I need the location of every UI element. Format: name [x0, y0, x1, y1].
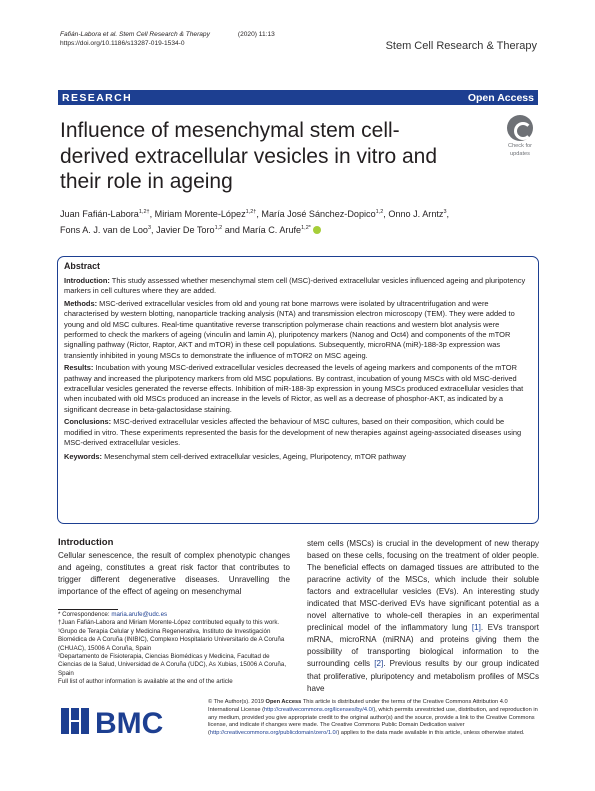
check-for-updates-badge[interactable]: [502, 115, 538, 161]
abstract-methods: Methods: MSC-derived extracellular vesicles from old and young rat bone marrows were isolated by ultracentrifugation and were characterised by western blotting, nanoparticle tracking analysis (NTA) and transmission electron microscopy (TEM). They were added to young and old MSC cultures. Real-time quantitative reverse transcription polymerase chain reactions and western blot analysis were performed to check the markers of ageing (vinculin and lamin A), pluripotency markers (Nanog and Oct4) and components of the mTOR signalling pathway (Rictor, Raptor, AKT and mTOR) in these cell populations. Subsequently, microRNA (miR)-188-3p expression was transiently inhibited in young MSCs to demonstrate the influence of mTOR2 on MSC ageing.: [64, 298, 515, 360]
contribution-note: †Juan Fafián-Labora and Miriam Morente-López contributed equally to this work.: [58, 619, 280, 627]
author: Fons A. J. van de Loo$^3$: [60, 224, 152, 235]
footnote-rule: [58, 609, 118, 610]
author-list: Juan Fafián-Labora$^{1,2\dagger}$, Miriam Morente-López$^{1,2\dagger}$, María José Sánchez-Dopico$^{1,2}$, Onno J. Arntz$^3$, Fons A. J. van de Loo$^3$, Javier De Toro$^{1,2}$ and María C. Arufe$^{1,2*}$: [60, 209, 450, 235]
bmc-logo-icon: [60, 705, 172, 737]
affiliation-1: ¹Grupo de Terapia Celular y Medicina Regenerativa, Instituto de Investigación Biomédica de A Coruña (INIBIC), Complexo Hospitalario Universitario de A Coruña (CHUAC), 15006 A Coruña, Spain: [58, 627, 285, 652]
abstract-results: Results: Incubation with young MSC-derived extracellular vesicles decreased the levels of ageing markers and components of the mTOR pathway and increased the pluripotency markers from old MSC populations. By contrast, incubation of young MSCs with old MSC-derived extracellular vesicles generated the reverse effects. Inhibition of miR-188-3p expression in young MSCs produced extracellular vesicles that when incubated with old MSCs produced an increase in the levels of Rictor, as well as a decrease of phosphor-AKT, as indicated by a significant decrease in beta-galactosidase staining.: [64, 363, 524, 414]
doi-link[interactable]: https://doi.org/10.1186/s13287-019-1534-0: [60, 40, 185, 47]
footnotes: [58, 611, 288, 687]
license-text: © The Author(s). 2019 Open Access This article is distributed under the terms of the Creative Commons Attribution 4.0 International License (http://creativecommons.org/licenses/by/4.0/), which permits unrestricted use, distribution, and reproduction in any medium, provided you give appropriate credit to the original author(s) and the source, provide a link to the Creative Commons license, and indicate if changes were made. The Creative Commons Public Domain Dedication waiver (http://creativecommons.org/publicdomain/zero/1.0/) applies to the data made available in this article, unless otherwise stated.: [208, 699, 538, 737]
correspondence: * Correspondence: maria.arufe@udc.es: [58, 611, 168, 618]
author: Javier De Toro$^{1,2}$: [156, 224, 223, 235]
orcid-icon[interactable]: [313, 226, 321, 234]
reference-link[interactable]: [1]: [471, 623, 481, 633]
citation-year: (2020) 11:13: [237, 31, 275, 38]
author: Juan Fafián-Labora$^{1,2\dagger}$: [60, 209, 150, 220]
abstract-box: [57, 256, 539, 524]
abstract-conclusions: Conclusions: MSC-derived extracellular vesicles affected the behaviour of MSC cultures, based on their composition, which could be modified in vitro. These experiments represented the basis for the development of new therapies against ageing-associated diseases using MSC-derived extracellular vesicles.: [64, 417, 522, 448]
license-link[interactable]: http://creativecommons.org/licenses/by/4.0/: [263, 706, 374, 713]
public-domain-link[interactable]: http://creativecommons.org/publicdomain/zero/1.0/: [209, 730, 338, 737]
section-label: RESEARCH: [62, 92, 133, 104]
badge-line-2: updates: [510, 151, 530, 158]
citation-authors: Fafián-Labora et al. Stem Cell Research & Therapy: [60, 31, 210, 38]
abstract-introduction: Introduction: This study assessed whether mesenchymal stem cell (MSC)-derived extracellular vesicles influenced ageing and pluripotency markers in cell cultures where they are added.: [64, 276, 526, 296]
badge-line-1: Check for: [508, 143, 532, 149]
bmc-logo: [60, 705, 172, 737]
correspondence-email[interactable]: maria.arufe@udc.es: [111, 611, 168, 618]
intro-left-column: Cellular senescence, the result of complex phenotypic changes and ageing, constitutes a great risk factor that contributes to trigger different degenerative diseases. Unravelling the importance of the effect of ageing on mesenchymal: [58, 551, 290, 596]
affiliation-2: ²Departamento de Fisioterapia, Ciencias Biomédicas y Medicina, Facultad de Ciencias de la Salud, Universidad de A Coruña (UDC), As Xubias, 15006 A Coruña, Spain: [58, 653, 287, 677]
update-icon: [507, 115, 533, 141]
running-header: [60, 30, 275, 48]
abstract-heading: Abstract: [64, 261, 101, 271]
full-author-info: Full list of author information is available at the end of the article: [58, 678, 233, 686]
abstract-keywords: Keywords: Mesenchymal stem cell-derived extracellular vesicles, Ageing, Pluripotency, mTOR pathway: [64, 451, 407, 461]
author: Onno J. Arntz$^3$: [388, 209, 447, 220]
citation-line: [60, 30, 275, 39]
article-title: Influence of mesenchymal stem cell-derived extracellular vesicles in vitro and their role in ageing: [60, 119, 438, 193]
authors-and: and: [224, 224, 240, 235]
introduction-heading: Introduction: [58, 537, 114, 548]
author: María José Sánchez-Dopico$^{1,2}$: [261, 209, 384, 220]
author: Miriam Morente-López$^{1,2\dagger}$: [154, 209, 257, 220]
section-bar: [58, 90, 538, 105]
bmc-logo-text: BMC: [95, 707, 164, 737]
journal-name: Stem Cell Research & Therapy: [385, 40, 537, 52]
open-access-label: Open Access: [467, 92, 534, 104]
intro-right-column: stem cells (MSCs) is crucial in the development of new therapy based on these cells, focusing on the treatment of older people. The beneficial effects on damaged tissues are attributed to the paracrine activity of the MSCs, which include their soluble factors and extracellular vesicles (EVs). An interesting study indicated that MSC-derived EVs have significant potential as a novel alternative to whole-cell therapies in an experimental preclinical model of the inflammatory lung [1]. EVs transport mRNA, microRNA (miRNA) and proteins giving them the possibility of transporting biological information to the surrounding cells [2]. Previous results by our group indicated that proliferative, pluripotency and metabolism profiles of MSCs have: [307, 539, 540, 693]
reference-link[interactable]: [2]: [374, 659, 384, 669]
author: María C. Arufe$^{1,2*}$: [242, 224, 311, 235]
